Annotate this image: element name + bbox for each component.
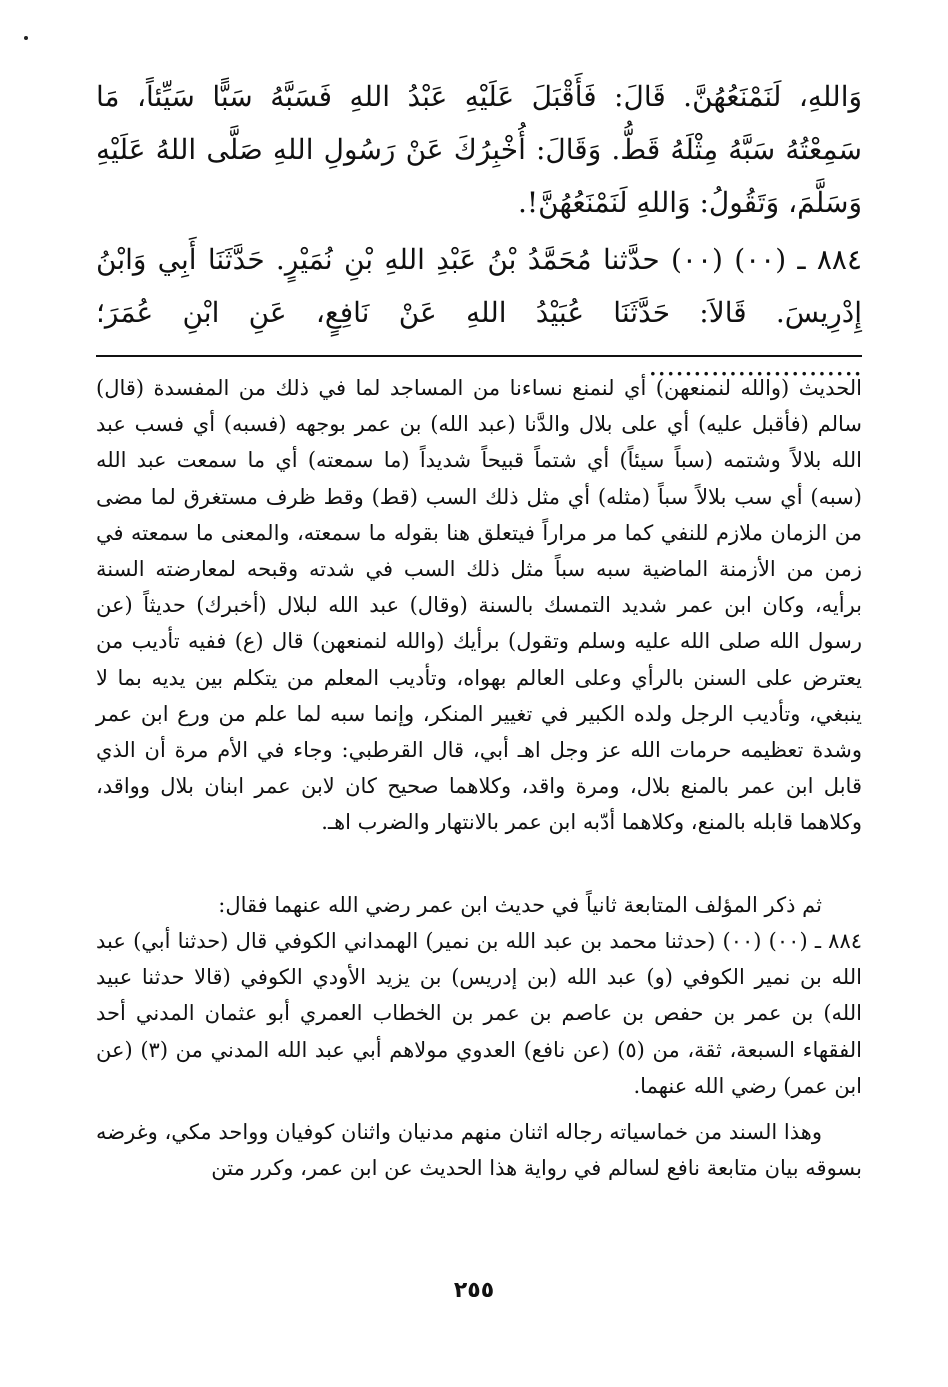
commentary-paragraph-2: ثم ذكر المؤلف المتابعة ثانياً في حديث ابن عمر رضي الله عنهما فقال: (218, 893, 822, 917)
commentary-text (96, 370, 862, 1187)
hadith-paragraph-1: وَاللهِ، لَنَمْنَعُهُنَّ. قَالَ: فَأَقْبَلَ عَلَيْهِ عَبْدُ اللهِ فَسَبَّهُ سَبًّا سَيِّئاً، مَا سَمِعْتُهُ سَبَّهُ مِثْلَهُ قَطُّ. وَقَالَ: أُخْبِرُكَ عَنْ رَسُولِ اللهِ صَلَّى اللهُ عَلَيْهِ وَسَلَّمَ، وَتَقُولُ: وَاللهِ لَنَمْنَعُهُنَّ!. (96, 80, 862, 219)
page-number: ٢٥٥ (453, 1278, 495, 1303)
scan-mark (24, 36, 28, 40)
hadith-text (96, 70, 862, 382)
commentary-paragraph-3: ٨٨٤ ـ (٠٠) (٠٠) (حدثنا محمد بن عبد الله بن نمير) الهمداني الكوفي قال (حدثنا أبي) عبد الله بن نمير الكوفي (و) عبد الله (بن إدريس) بن يزيد الأودي الكوفي (قالا حدثنا عبيد الله) بن عمر بن حفص بن عاصم بن عمر بن الخطاب العمري أبو عثمان المدني أحد الفقهاء السبعة، ثقة، من (٥) (عن نافع) العدوي مولاهم أبي عبد الله المدني من (٣) (عن ابن عمر) رضي الله عنهما. (96, 929, 863, 1098)
commentary-paragraph-1: الحديث (والله لنمنعهن) أي لنمنع نساءنا من المساجد لما في ذلك من المفسدة (قال) سالم (فأقبل عليه) أي على بلال والدَّنا (عبد الله) بن عمر بوجهه (فسبه) أي فسب عبد الله بلالاً وشتمه (سباً سيئاً) أي شتماً قبيحاً شديداً (ما سمعته) أي ما سمعت عبد الله (سبه) أي سب بلالاً سباً (مثله) أي مثل ذلك السب (قط) وقط ظرف مستغرق لما مضى من الزمان ملازم للنفي كما مر مراراً فيتعلق هنا بقوله ما سمعته، والمعنى ما سمعته في زمن من الأزمنة الماضية سبه سباً مثل ذلك السب في شدته وقبحه لمعارضته السنة برأيه، وكان ابن عمر شديد التمسك بالسنة (وقال) عبد الله لبلال (أخبرك) حديثاً (عن رسول الله صلى الله عليه وسلم وتقول) برأيك (والله لنمنعهن) قال (ع) ففيه تأديب من يعترض على السنن بالرأي وعلى العالم بهواه، وتأديب المعلم من يتكلم بين يديه بما لا ينبغي، وتأديب الرجل ولده الكبير في تغيير المنكر، وإنما سبه لما علم من ورع ابن عمر وشدة تعظيمه حرمات الله عز وجل اهـ أبي، قال القرطبي: وجاء في الأم مرة أن الذي قابل ابن عمر بالمنع بلال، ومرة واقد، وكلاهما صحيح كان لابن عمر ابنان بلال وواقد، وكلاهما قابله بالمنع، وكلاهما أدّبه ابن عمر بالانتهار والضرب اهـ. (96, 376, 862, 835)
commentary-paragraph-4: وهذا السند من خماسياته رجاله اثنان منهم مدنيان واثنان كوفيان وواحد مكي، وغرضه بسوقه بيان متابعة نافع لسالم في رواية هذا الحديث عن ابن عمر، وكرر متن (96, 1120, 862, 1181)
section-divider (96, 355, 862, 357)
hadith-paragraph-2: ٨٨٤ ـ (٠٠) (٠٠) حدَّثنا مُحَمَّدُ بْنُ عَبْدِ اللهِ بْنِ نُمَيْرٍ. حَدَّثَنَا أَبِي وَابْنُ إِدْرِيسَ. قَالاَ: حَدَّثَنَا عُبَيْدُ اللهِ عَنْ نَافِعٍ، عَنِ ابْنِ عُمَرَ؛ ........................ (96, 243, 862, 382)
